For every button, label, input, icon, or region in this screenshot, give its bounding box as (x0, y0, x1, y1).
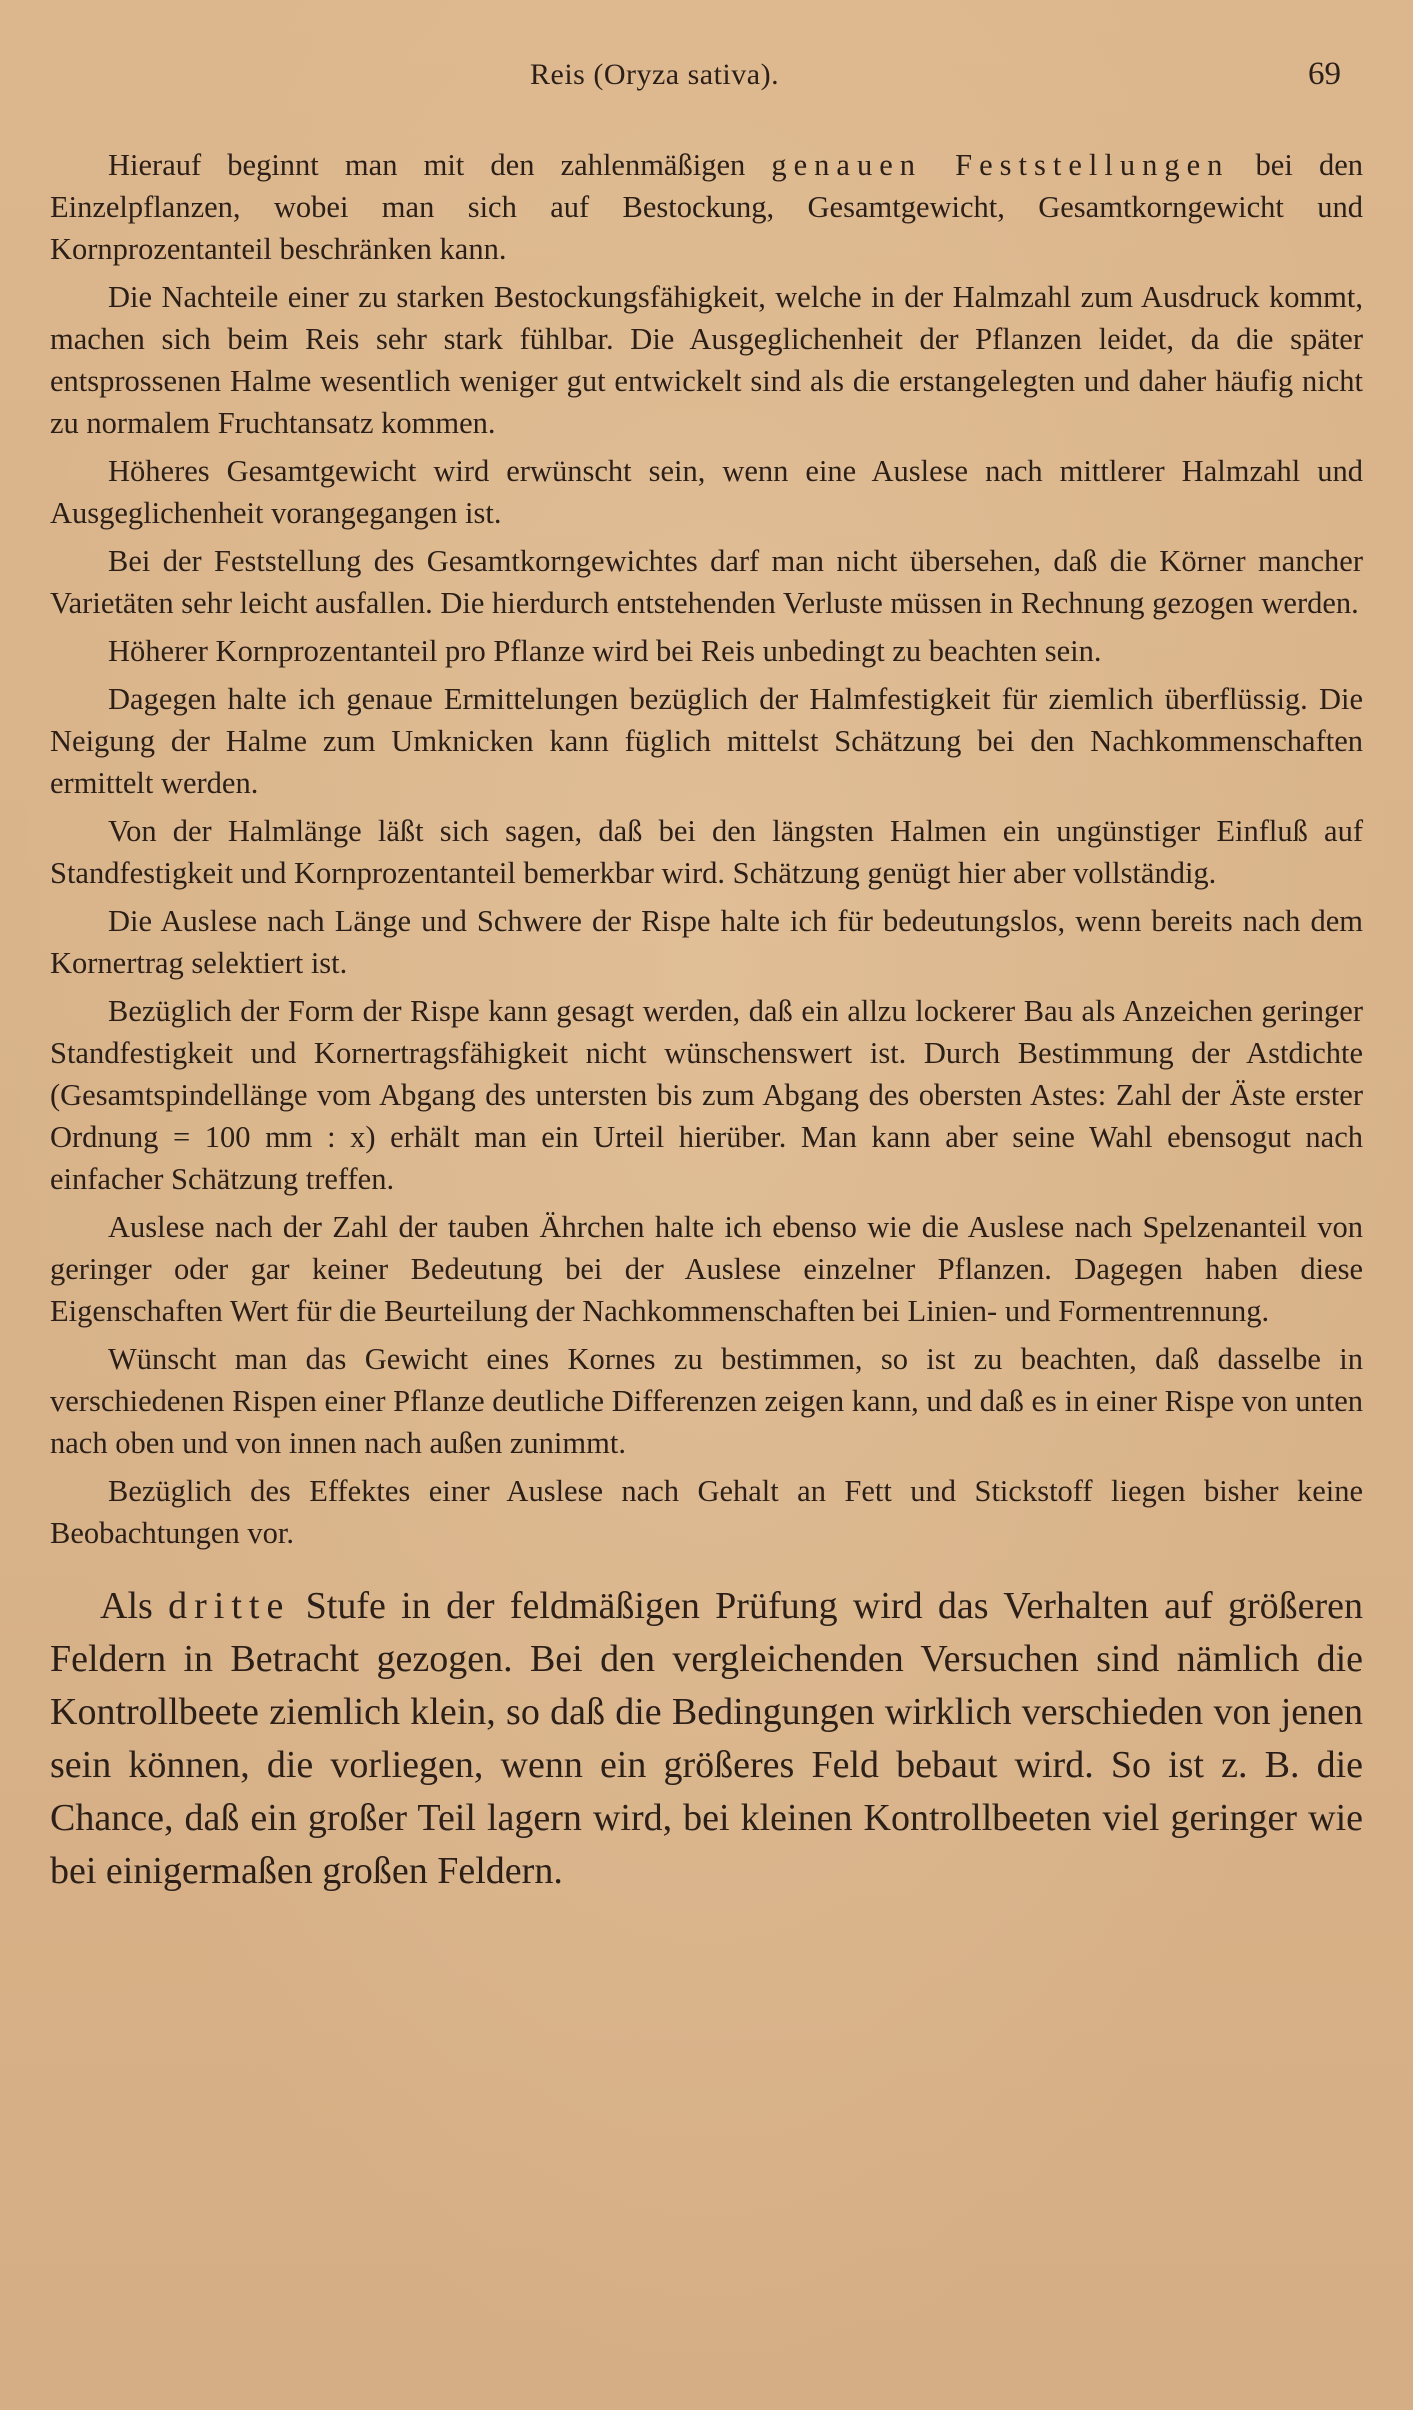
paragraph-8: Die Auslese nach Länge und Schwere der Rispe halte ich für bedeutungslos, wenn bereits nach dem Kornertrag selektiert ist. (50, 904, 1363, 980)
paragraph-3: Höheres Gesamtgewicht wird erwünscht sein, wenn eine Auslese nach mittlerer Halmzahl und Ausgeglichenheit vorangegangen ist. (50, 454, 1363, 530)
emphasized-term: dritte (168, 1585, 291, 1627)
body-text (50, 144, 1363, 1898)
paragraph-1 (50, 144, 1363, 270)
running-title: Reis (Oryza sativa). (530, 58, 780, 91)
paragraph-10: Auslese nach der Zahl der tauben Ährchen halte ich ebenso wie die Auslese nach Spelzenanteil von geringer oder gar keiner Bedeutung bei der Auslese einzelner Pflanzen. Dagegen haben diese Eigenschaften Wert für die Beurteilung der Nachkommenschaften bei Linien- und Formentrennung. (50, 1210, 1363, 1328)
final-paragraph (50, 1580, 1363, 1898)
paragraph-5: Höherer Kornprozentanteil pro Pflanze wird bei Reis unbedingt zu beachten sein. (108, 634, 1102, 668)
large-print-section (50, 1580, 1363, 1898)
page-number: 69 (1308, 56, 1341, 92)
paragraph-12: Bezüglich des Effektes einer Auslese nach Gehalt an Fett und Stickstoff liegen bisher keine Beobachtungen vor. (50, 1474, 1363, 1550)
running-head (0, 58, 1413, 102)
paragraph-1-before: Hierauf beginnt man mit den zahlenmäßigen (108, 148, 772, 182)
paragraph-6: Dagegen halte ich genaue Ermittelungen bezüglich der Halmfestigkeit für ziemlich überflüssig. Die Neigung der Halme zum Umknicken kann füglich mittelst Schätzung bei den Nachkommenschaften ermittelt werden. (50, 682, 1363, 800)
paragraph-4: Bei der Feststellung des Gesamtkorngewichtes darf man nicht übersehen, daß die Körner mancher Varietäten sehr leicht ausfallen. Die hierdurch entstehenden Verluste müssen in Rechnung gezogen werden. (50, 544, 1363, 620)
paragraph-11: Wünscht man das Gewicht eines Kornes zu bestimmen, so ist zu beachten, daß dasselbe in verschiedenen Rispen einer Pflanze deutliche Differenzen zeigen kann, und daß es in einer Rispe von unten nach oben und von innen nach außen zunimmt. (50, 1342, 1363, 1460)
small-print-section (50, 144, 1363, 1554)
final-paragraph-before: Als (100, 1585, 169, 1627)
paragraph-2: Die Nachteile einer zu starken Bestockungsfähigkeit, welche in der Halmzahl zum Ausdruck kommt, machen sich beim Reis sehr stark fühlbar. Die Ausgeglichenheit der Pflanzen leidet, da die später entsprossenen Halme wesentlich weniger gut entwickelt sind als die erstangelegten und daher häufig nicht zu normalem Fruchtansatz kommen. (50, 280, 1363, 440)
paragraph-1-after: bei den Einzelpflanzen, wobei man sich auf Bestockung, Gesamtgewicht, Gesamtkorngewicht und Kornprozentanteil beschränken kann. (50, 148, 1363, 266)
emphasized-term: genauen Feststellungen (771, 148, 1230, 182)
paragraph-7: Von der Halmlänge läßt sich sagen, daß bei den längsten Halmen ein ungünstiger Einfluß auf Standfestigkeit und Kornprozentanteil bemerkbar wird. Schätzung genügt hier aber vollständig. (50, 814, 1363, 890)
paragraph-9: Bezüglich der Form der Rispe kann gesagt werden, daß ein allzu lockerer Bau als Anzeichen geringer Standfestigkeit und Kornertragsfähigkeit nicht wünschenswert ist. Durch Bestimmung der Astdichte (Gesamtspindellänge vom Abgang des untersten bis zum Abgang des obersten Astes: Zahl der Äste erster Ordnung = 100 mm : x) erhält man ein Urteil hierüber. Man kann aber seine Wahl ebensogut nach einfacher Schätzung treffen. (50, 994, 1363, 1196)
final-paragraph-after: Stufe in der feldmäßigen Prüfung wird das Verhalten auf größeren Feldern in Betracht gezogen. Bei den vergleichenden Versuchen sind nämlich die Kontrollbeete ziemlich klein, so daß die Bedingungen wirklich verschieden von jenen sein können, die vorliegen, wenn ein größeres Feld bebaut wird. So ist z. B. die Chance, daß ein großer Teil lagern wird, bei kleinen Kontrollbeeten viel geringer wie bei einigermaßen großen Feldern. (50, 1585, 1363, 1892)
